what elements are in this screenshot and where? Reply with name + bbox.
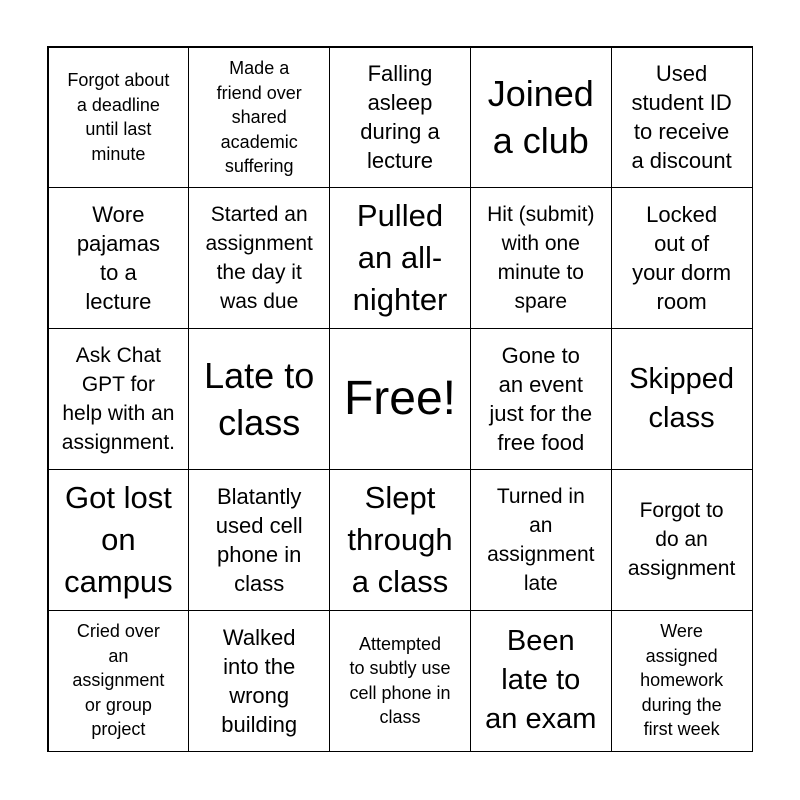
bingo-cell[interactable]: Been late to an exam	[470, 610, 612, 752]
bingo-board	[47, 46, 753, 752]
bingo-cell[interactable]: Wore pajamas to a lecture	[48, 187, 190, 329]
bingo-cell[interactable]: Cried over an assignment or group project	[48, 610, 190, 752]
bingo-cell[interactable]: Ask Chat GPT for help with an assignment.	[48, 328, 190, 470]
bingo-cell[interactable]: Falling asleep during a lecture	[329, 47, 471, 189]
bingo-cell[interactable]: Gone to an event just for the free food	[470, 328, 612, 470]
bingo-cell[interactable]: Started an assignment the day it was due	[188, 187, 330, 329]
bingo-cell[interactable]: Walked into the wrong building	[188, 610, 330, 752]
bingo-cell[interactable]: Made a friend over shared academic suffering	[188, 47, 330, 189]
bingo-cell[interactable]: Turned in an assignment late	[470, 469, 612, 611]
bingo-cell[interactable]: Forgot about a deadline until last minute	[48, 47, 190, 189]
bingo-cell[interactable]: Locked out of your dorm room	[611, 187, 753, 329]
bingo-cell[interactable]: Joined a club	[470, 47, 612, 189]
bingo-cell[interactable]: Used student ID to receive a discount	[611, 47, 753, 189]
bingo-cell[interactable]: Slept through a class	[329, 469, 471, 611]
bingo-cell[interactable]: Attempted to subtly use cell phone in class	[329, 610, 471, 752]
bingo-cell[interactable]: Forgot to do an assignment	[611, 469, 753, 611]
bingo-cell[interactable]: Blatantly used cell phone in class	[188, 469, 330, 611]
bingo-cell[interactable]: Hit (submit) with one minute to spare	[470, 187, 612, 329]
free-space[interactable]: Free!	[329, 328, 471, 470]
bingo-cell[interactable]: Were assigned homework during the first week	[611, 610, 753, 752]
bingo-cell[interactable]: Skipped class	[611, 328, 753, 470]
bingo-cell[interactable]: Pulled an all- nighter	[329, 187, 471, 329]
bingo-cell[interactable]: Late to class	[188, 328, 330, 470]
bingo-cell[interactable]: Got lost on campus	[48, 469, 190, 611]
